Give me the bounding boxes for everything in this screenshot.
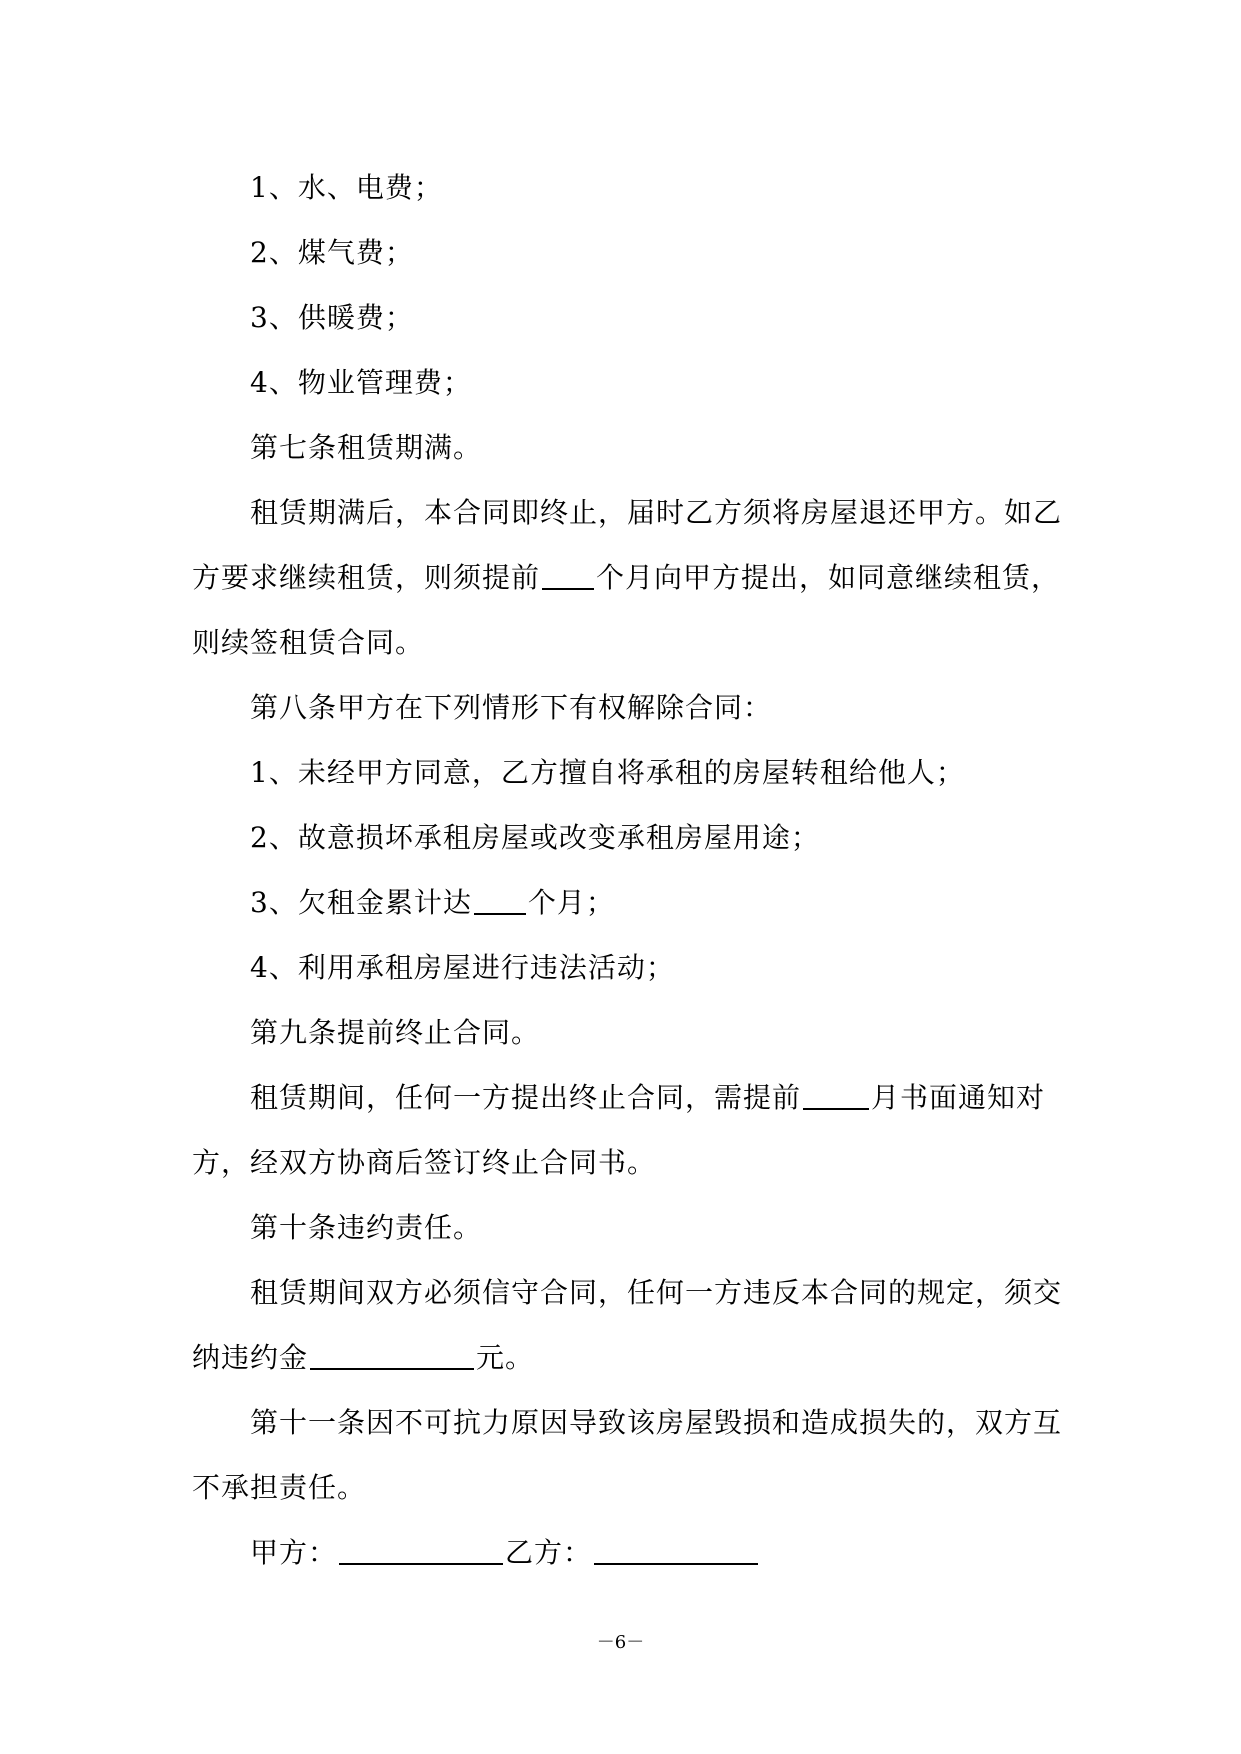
text: 4、物业管理费； [250, 366, 472, 399]
page-number: －6－ [596, 1632, 645, 1653]
fill-in-blank [803, 1080, 869, 1110]
text: 第九条提前终止合同。 [250, 1016, 541, 1049]
text: 3、欠租金累计达 [250, 886, 472, 919]
text: 第十条违约责任。 [250, 1211, 483, 1244]
text: 第八条甲方在下列情形下有权解除合同： [250, 691, 773, 724]
text: 纳违约金 [192, 1341, 309, 1374]
text: 则续签租赁合同。 [192, 626, 425, 659]
text: 租赁期满后，本合同即终止，届时乙方须将房屋退还甲方。如乙 [250, 496, 1063, 529]
paragraph-line [192, 740, 1062, 805]
paragraph-line [192, 220, 1062, 285]
text: 1、未经甲方同意，乙方擅自将承租的房屋转租给他人； [250, 756, 965, 789]
article-heading [192, 1195, 1062, 1260]
text: 第十一条因不可抗力原因导致该房屋毁损和造成损失的，双方互 [250, 1406, 1063, 1439]
text: 月书面通知对 [871, 1081, 1046, 1114]
article-heading [192, 1000, 1062, 1065]
paragraph-line [192, 350, 1062, 415]
text: 方，经双方协商后签订终止合同书。 [192, 1146, 657, 1179]
text: 1、水、电费； [250, 171, 443, 204]
fill-in-blank [542, 560, 594, 590]
article-heading [192, 415, 1062, 480]
paragraph-line [192, 1065, 1062, 1130]
paragraph-line [192, 870, 1062, 935]
paragraph-line [192, 155, 1062, 220]
text: 方要求继续租赁，则须提前 [192, 561, 541, 594]
document-body [192, 155, 1062, 1585]
article-heading [192, 1390, 1062, 1455]
text: 4、利用承租房屋进行违法活动； [250, 951, 675, 984]
party-a-label: 甲方： [250, 1536, 338, 1569]
text: 2、故意损坏承租房屋或改变承租房屋用途； [250, 821, 820, 854]
text: 个月向甲方提出，如同意继续租赁， [596, 561, 1061, 594]
text: 第七条租赁期满。 [250, 431, 483, 464]
paragraph-line [192, 935, 1062, 1000]
text: 租赁期间双方必须信守合同，任何一方违反本合同的规定，须交 [250, 1276, 1063, 1309]
text: 不承担责任。 [192, 1471, 367, 1504]
paragraph-line [192, 1130, 1062, 1195]
paragraph-line [192, 1260, 1062, 1325]
party-b-label: 乙方： [505, 1536, 593, 1569]
fill-in-blank [310, 1340, 474, 1370]
paragraph-line [192, 610, 1062, 675]
party-b-blank [594, 1535, 758, 1565]
text: 3、供暖费； [250, 301, 414, 334]
signature-line [192, 1520, 1062, 1585]
paragraph-line [192, 285, 1062, 350]
fill-in-blank [474, 885, 526, 915]
paragraph-line [192, 480, 1062, 545]
text: 租赁期间，任何一方提出终止合同，需提前 [250, 1081, 802, 1114]
article-heading [192, 675, 1062, 740]
paragraph-line [192, 1455, 1062, 1520]
text: 元。 [476, 1341, 535, 1374]
paragraph-line [192, 805, 1062, 870]
text: 个月； [527, 886, 615, 919]
paragraph-line [192, 1325, 1062, 1390]
paragraph-line [192, 545, 1062, 610]
party-a-blank [339, 1535, 503, 1565]
text: 2、煤气费； [250, 236, 414, 269]
